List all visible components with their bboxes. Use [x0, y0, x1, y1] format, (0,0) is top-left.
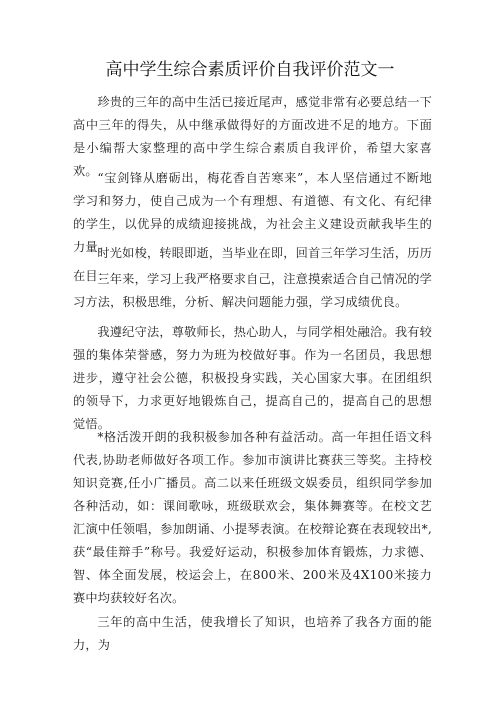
document-title: 高中学生综合素质评价自我评价范文一 — [105, 60, 395, 80]
paragraph-activities: *格活泼开朗的我积极参加各种有益活动。高一年担任语文科代表,协助老师做好各项工作。参加市演讲比赛获三等奖。主持校知识竞赛,任小广播员。高二以来任班级文娱委员，组织同学参加各种活动，如：课间歌咏，班级联欢会，集体舞赛等。在校文艺汇演中任领唱，参加朗诵、小提琴表演。在校辩论赛在表现较出*,获“最佳辩手”称号。我爱好运动，积极参加体育锻炼，力求德、智、体全面发展，校运会上，在800米、200米及4X100米接力赛中均获较好名次。 — [73, 430, 432, 605]
paragraph-intro: 珍贵的三年的高中生活已接近尾声，感觉非常有必要总结一下高中三年的得失，从中继承做得好的方面改进不足的地方。下面是小编帮大家整理的高中学生综合素质自我评价，希望大家喜欢。 — [73, 95, 432, 178]
paragraph-conduct: 我遵纪守法，尊敬师长，热心助人，与同学相处融洽。我有较强的集体荣誉感，努力为班为校做好事。作为一名团员，我思想进步，遵守社会公德，积极投身实践，关心国家大事。在团组织的领导下，力求更好地锻炼自己，提高自己的，提高自己的思想觉悟。 — [73, 325, 432, 431]
paragraph-time: 时光如梭，转眼即逝，当毕业在即，回首三年学习生活，历历在目： — [73, 246, 432, 283]
paragraph-motto: “宝剑锋从磨砺出，梅花香自苦寒来”，本人坚信通过不断地学习和努力，使自己成为一个有理想、有道德、有文化、有纪律的学生，以优异的成绩迎接挑战，为社会主义建设贡献我毕生的力量。 — [73, 171, 432, 254]
paragraph-closing: 三年的高中生活，使我增长了知识，也培养了我各方面的能力，为 — [73, 615, 432, 652]
paragraph-study: 三年来，学习上我严格要求自己，注意摸索适合自己情况的学习方法，积极思维，分析、解决问题能力强，学习成绩优良。 — [73, 272, 432, 309]
